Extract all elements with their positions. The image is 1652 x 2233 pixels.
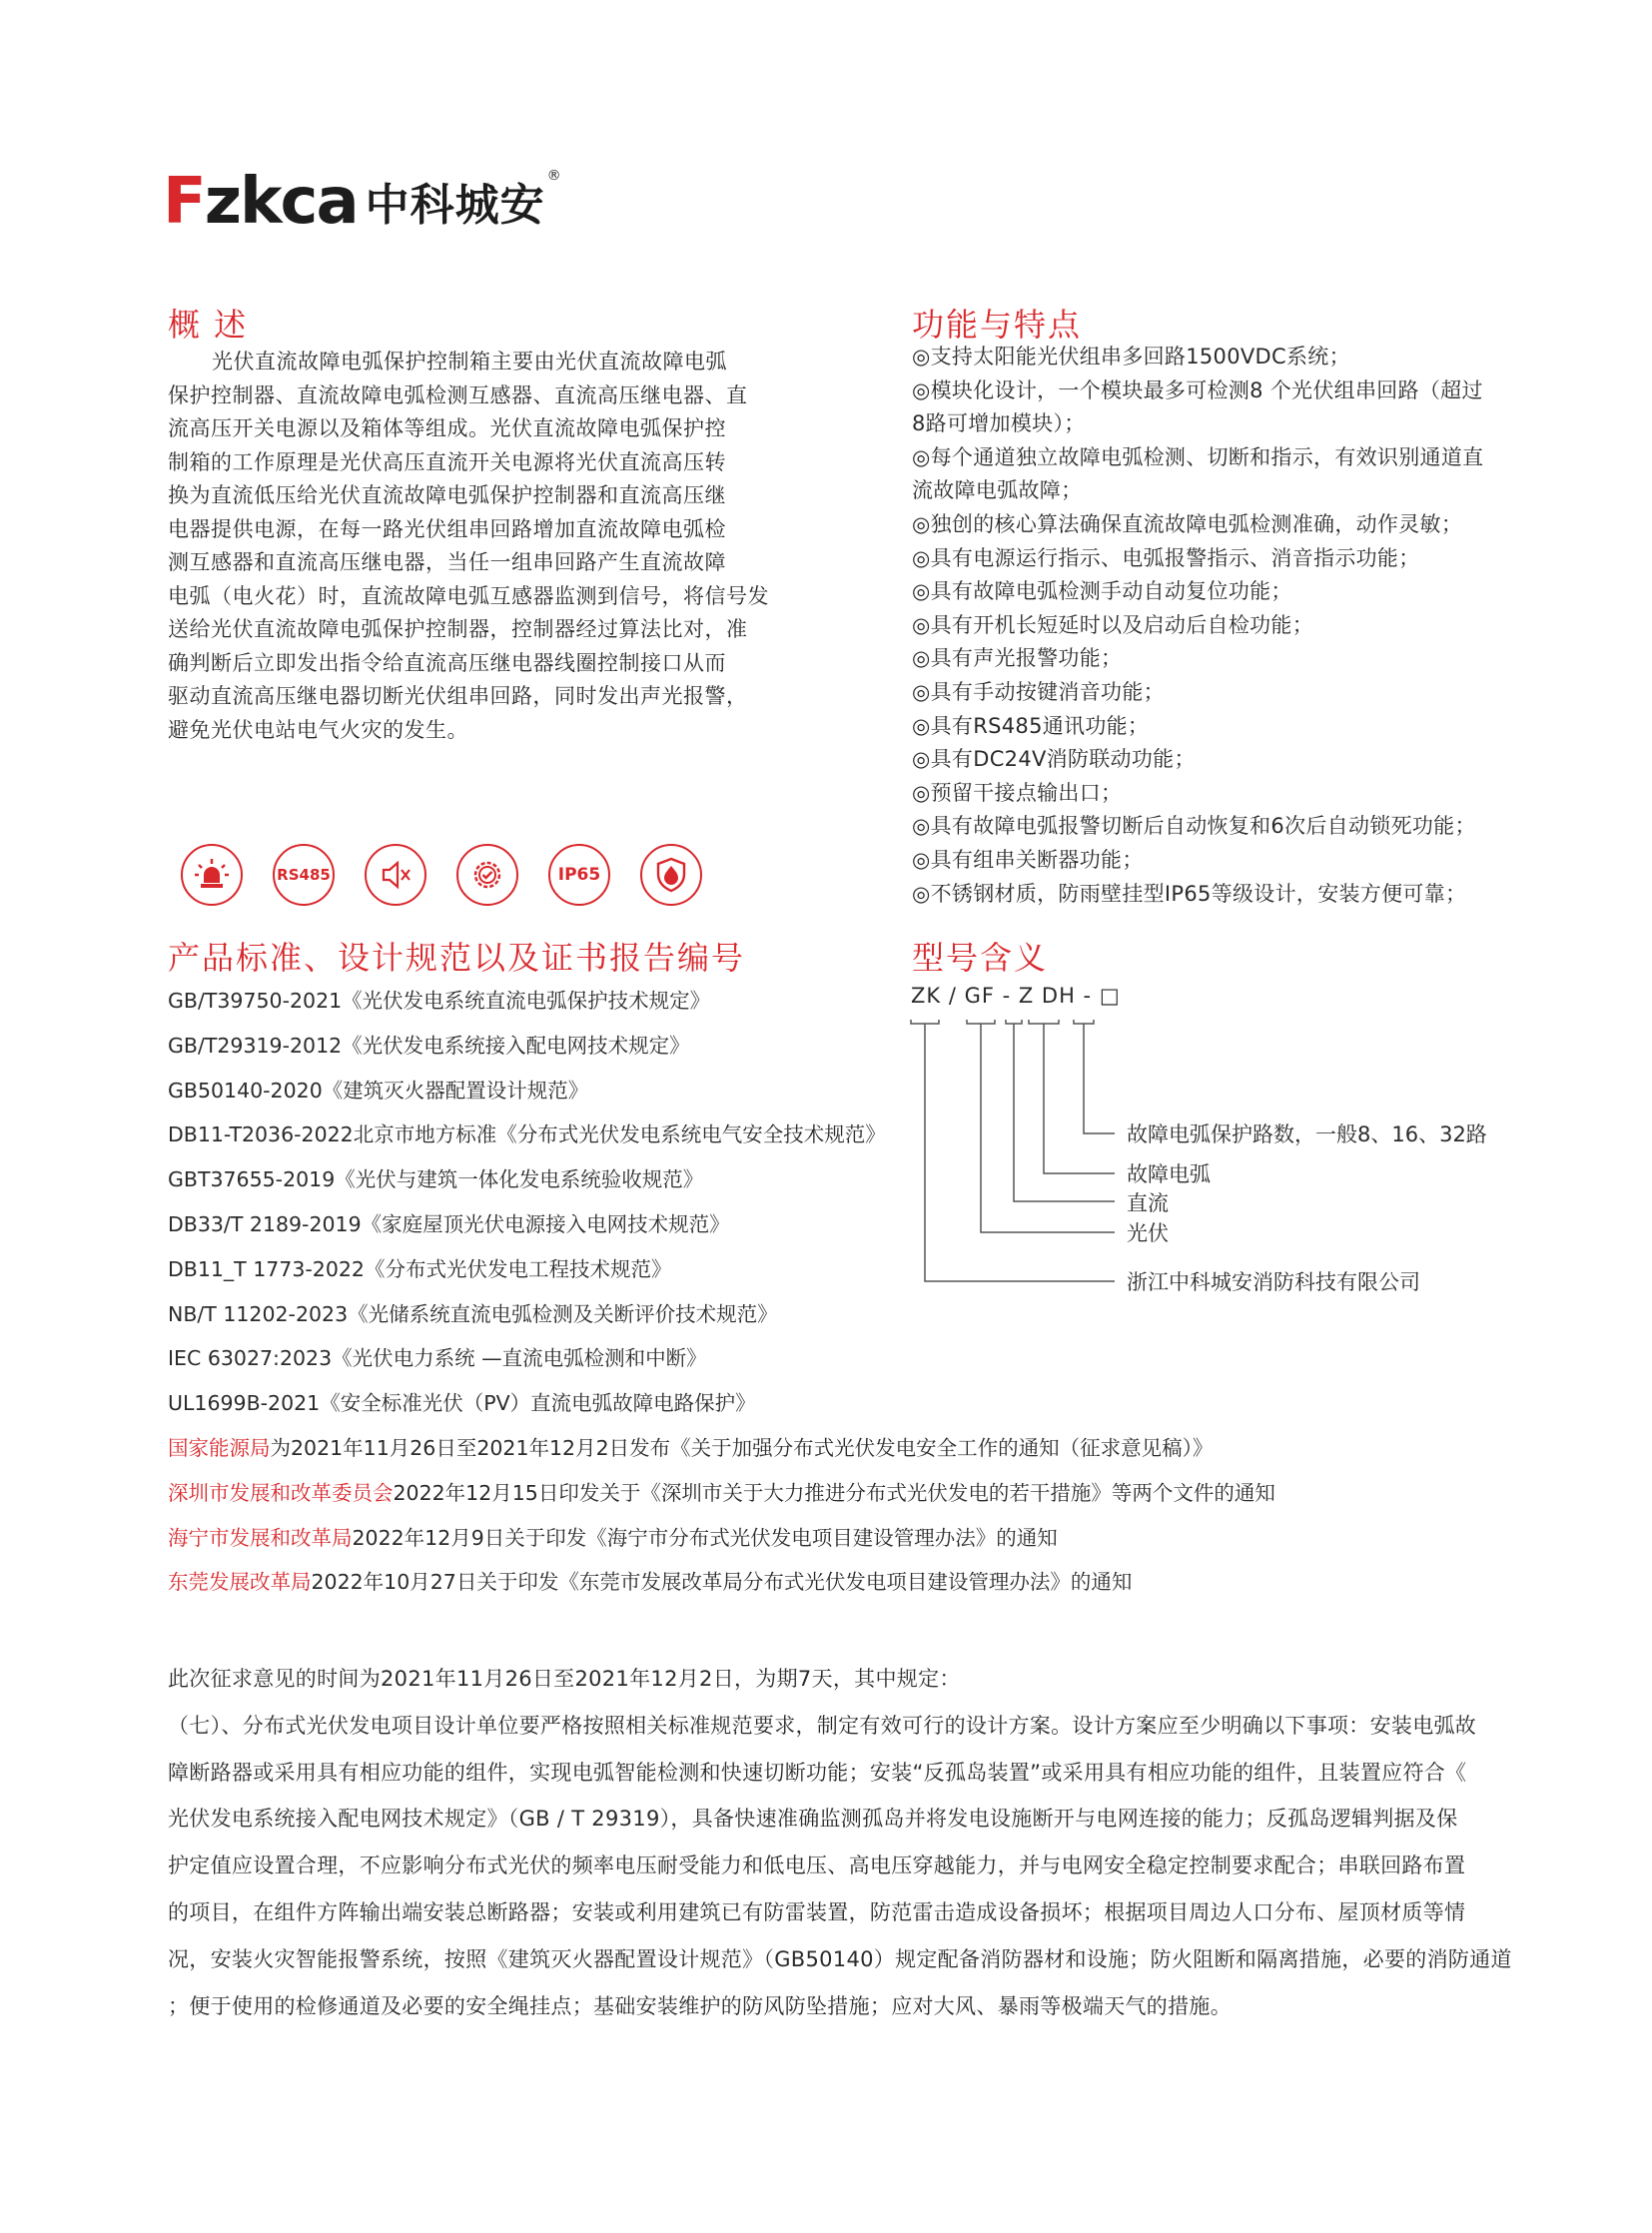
standard-item [168, 1560, 1466, 1605]
standard-text: DB33/T 2189-2019《家庭屋顶光伏电源接入电网技术规范》 [168, 1211, 730, 1236]
overview-line: 电弧（电火花）时，直流故障电弧互感器监测到信号，将信号发 [168, 583, 769, 608]
standard-text: GBT37655-2019《光伏与建筑一体化发电系统验收规范》 [168, 1167, 704, 1192]
standard-text: 为2021年11月26日至2021年12月2日发布《关于加强分布式光伏发电安全工作的通知（征求意见稿）》 [270, 1435, 1214, 1460]
ip65-icon: IP65 [548, 844, 610, 906]
standard-text: GB50140-2020《建筑灭火器配置设计规范》 [168, 1078, 589, 1103]
standard-issuer: 国家能源局 [168, 1435, 271, 1460]
feature-item: ◎具有电源运行指示、电弧报警指示、消音指示功能； [912, 545, 1420, 570]
mute-speaker-icon [365, 844, 426, 906]
alarm-light-icon [181, 844, 243, 906]
feature-item: ◎具有DC24V消防联动功能； [912, 747, 1196, 772]
logo-rest: zkca [204, 165, 358, 239]
feature-item: ◎每个通道独立故障电弧检测、切断和指示，有效识别通道直 [912, 444, 1484, 469]
standard-text: DB11_T 1773-2022《分布式光伏发电工程技术规范》 [168, 1256, 672, 1281]
standard-item [168, 1516, 1466, 1561]
notice-line: 此次征求意见的时间为2021年11月26日至2021年12月2日，为期7天，其中规定： [168, 1667, 961, 1691]
model-code: ZK / GF - Z DH - □ [911, 984, 1121, 1008]
fire-shield-icon [640, 844, 702, 906]
standard-text: IEC 63027:2023《光伏电力系统 —直流电弧检测和中断》 [168, 1346, 707, 1371]
notice-line: 障断路器或采用具有相应功能的组件，实现电弧智能检测和快速切断功能；安装“反孤岛装置”或采用具有相应功能的组件，且装置应符合《 [168, 1760, 1467, 1785]
model-title: 型号含义 [912, 939, 1049, 977]
overview-line: 确判断后立即发出指令给直流高压继电器线圈控制接口从而 [168, 650, 726, 675]
overview-text [168, 346, 767, 747]
model-label-pv: 光伏 [1127, 1221, 1169, 1245]
standard-text: GB/T29319-2012《光伏发电系统接入配电网技术规定》 [168, 1033, 690, 1058]
feature-item: ◎具有手动按键消音功能； [912, 679, 1165, 704]
rs485-icon: RS485 [273, 844, 335, 906]
notice-line: 护定值应设置合理，不应影响分布式光伏的频率电压耐受能力和低电压、高电压穿越能力，并与电网安全稳定控制要求配合；串联回路布置 [168, 1854, 1466, 1878]
standard-item [168, 1426, 1466, 1471]
feature-item: ◎具有开机长短延时以及启动后自检功能； [912, 612, 1314, 637]
feature-item: ◎支持太阳能光伏组串多回路1500VDC系统； [912, 345, 1350, 369]
model-label-company: 浙江中科城安消防科技有限公司 [1127, 1270, 1420, 1294]
standard-text: 2022年10月27日关于印发《东莞市发展改革局分布式光伏发电项目建设管理办法》的通知 [311, 1570, 1133, 1595]
overview-line: 保护控制器、直流故障电弧检测互感器、直流高压继电器、直 [168, 382, 748, 407]
standard-issuer: 深圳市发展和改革委员会 [168, 1480, 394, 1505]
feature-icons-row [181, 844, 720, 910]
standard-text: GB/T39750-2021《光伏发电系统直流电弧保护技术规定》 [168, 989, 711, 1013]
standard-issuer: 东莞发展改革局 [168, 1570, 312, 1595]
standards-title: 产品标准、设计规范以及证书报告编号 [168, 939, 746, 977]
standard-text: 2022年12月15日印发关于《深圳市关于大力推进分布式光伏发电的若干措施》等两个文件的通知 [393, 1480, 1275, 1505]
standard-issuer: 海宁市发展和改革局 [168, 1525, 353, 1550]
features-title: 功能与特点 [912, 306, 1083, 344]
overview-title: 概 述 [168, 306, 249, 344]
overview-line: 避免光伏电站电气火灾的发生。 [168, 717, 468, 742]
overview-line: 测互感器和直流高压继电器，当任一组串回路产生直流故障 [168, 550, 726, 574]
overview-line: 电器提供电源，在每一路光伏组串回路增加直流故障电弧检 [168, 516, 726, 541]
standard-item [168, 1381, 1466, 1426]
registered-mark: ® [546, 168, 561, 184]
feature-item: ◎具有RS485通讯功能； [912, 713, 1150, 738]
feature-item: ◎不锈钢材质，防雨壁挂型IP65等级设计，安装方便可靠； [912, 881, 1467, 906]
features-list [912, 341, 1551, 911]
notice-line: 的项目，在组件方阵输出端安装总断路器；安装或利用建筑已有防雷装置，防范雷击造成设备损坏；根据项目周边人口分布、屋顶材质等情 [168, 1899, 1466, 1924]
overview-line: 送给光伏直流故障电弧保护控制器，控制器经过算法比对，准 [168, 617, 748, 641]
logo-chinese: 中科城安 [365, 180, 545, 231]
feature-item: 8路可增加模块）； [912, 411, 1086, 436]
standard-text: NB/T 11202-2023《光储系统直流电弧检测及关断评价技术规范》 [168, 1301, 778, 1326]
notice-line: 况，安装火灾智能报警系统，按照《建筑灭火器配置设计规范》（GB50140）规定配备消防器材和设施；防火阻断和隔离措施，必要的消防通道 [168, 1946, 1512, 1971]
model-label-dc: 直流 [1127, 1191, 1169, 1215]
feature-item: ◎具有声光报警功能； [912, 646, 1123, 671]
model-label-arc-fault: 故障电弧 [1127, 1162, 1211, 1186]
overview-line: 光伏直流故障电弧保护控制箱主要由光伏直流故障电弧 [212, 350, 727, 373]
overview-line: 流高压开关电源以及箱体等组成。光伏直流故障电弧保护控 [168, 416, 726, 440]
logo-f: F [163, 165, 205, 239]
notice-line: （七）、分布式光伏发电项目设计单位要严格按照相关标准规范要求，制定有效可行的设计方案。设计方案应至少明确以下事项：安装电弧故 [168, 1713, 1477, 1738]
model-diagram [899, 984, 1598, 1303]
overview-line: 换为直流低压给光伏直流故障电弧保护控制器和直流高压继 [168, 483, 726, 507]
standard-item [168, 1471, 1466, 1516]
notice-line: 光伏发电系统接入配电网技术规定》（GB / T 29319），具备快速准确监测孤岛并将发电设施断开与电网连接的能力；反孤岛逻辑判据及保 [168, 1807, 1458, 1832]
company-logo [163, 165, 561, 239]
feature-item: ◎具有组串关断器功能； [912, 847, 1144, 872]
notice-text [168, 1656, 1512, 2029]
standard-text: UL1699B-2021《安全标准光伏（PV）直流电弧故障电路保护》 [168, 1391, 756, 1416]
feature-item: 流故障电弧故障； [912, 478, 1083, 503]
feature-item: ◎模块化设计，一个模块最多可检测8 个光伏组串回路（超过 [912, 377, 1483, 402]
overview-line: 制箱的工作原理是光伏高压直流开关电源将光伏直流高压转 [168, 449, 726, 474]
feature-item: ◎独创的核心算法确保直流故障电弧检测准确，动作灵敏； [912, 511, 1463, 536]
notice-line: ；便于使用的检修通道及必要的安全绳挂点；基础安装维护的防风防坠措施；应对大风、暴雨等极端天气的措施。 [168, 1993, 1232, 2018]
standard-text: DB11-T2036-2022北京市地方标准《分布式光伏发电系统电气安全技术规范》 [168, 1122, 886, 1147]
standard-item [168, 1336, 1466, 1381]
feature-item: ◎具有故障电弧报警切断后自动恢复和6次后自动锁死功能； [912, 814, 1476, 839]
standard-text: 2022年12月9日关于印发《海宁市分布式光伏发电项目建设管理办法》的通知 [352, 1525, 1058, 1550]
feature-item: ◎预留干接点输出口； [912, 780, 1123, 805]
model-label-circuits: 故障电弧保护路数，一般8、16、32路 [1127, 1122, 1487, 1146]
logo-latin [163, 165, 358, 239]
feature-item: ◎具有故障电弧检测手动自动复位功能； [912, 579, 1292, 604]
gear-check-icon [456, 844, 518, 906]
overview-line: 驱动直流高压继电器切断光伏组串回路，同时发出声光报警， [168, 684, 748, 708]
